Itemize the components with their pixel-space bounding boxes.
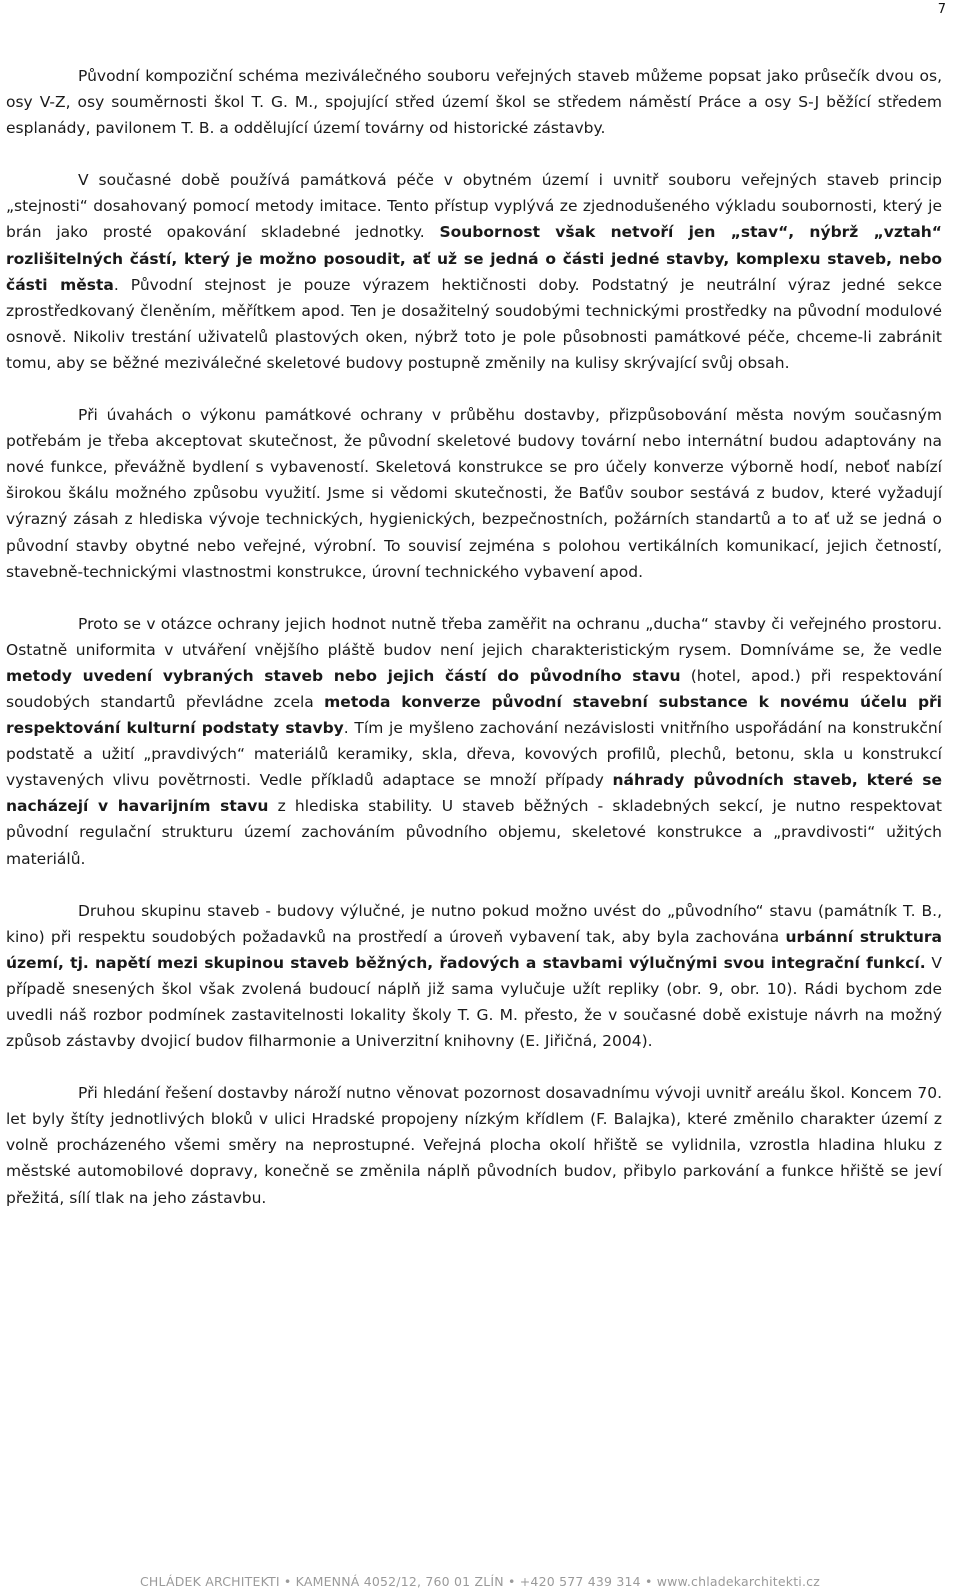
paragraph-3 — [6, 402, 942, 585]
bold-text-run: náhrady původních staveb, které se nacházejí v havarijním stavu — [6, 771, 942, 816]
text-run: V současné době používá památková péče v obytném území i uvnitř souboru veřejných staveb princip „stejnosti“ dosahovaný pomocí metody imitace. Tento přístup vyplývá ze zjednodušeného výkladu soubornosti, který je brán jako prosté opakování skladebné jednotky. — [6, 171, 942, 242]
paragraph-4 — [6, 611, 942, 872]
text-run: Při hledání řešení dostavby nároží nutno věnovat pozornost dosavadnímu vývoji uvnitř areálu škol. Koncem 70. let byly štíty jednotlivých bloků v ulici Hradské propojeny nízkým křídlem (F. Balajka), které změnilo charakter území z volně procházeného všemi směry na neprostupné. Veřejná plocha okolí hřiště se vylidnila, vzrostla hladina hluku z městské automobilové dopravy, konečně se změnila náplň původních budov, přibylo parkování a funkce hřiště se jeví přežitá, sílí tlak na jeho zástavbu. — [6, 1084, 942, 1207]
page-footer: CHLÁDEK ARCHITEKTI • KAMENNÁ 4052/12, 760 01 ZLÍN • +420 577 439 314 • www.chladekarchitekti.cz — [140, 1574, 820, 1589]
paragraph-1 — [6, 63, 942, 141]
text-run: V případě snesených škol však zvolená budoucí náplň již sama vylučuje užít repliky (obr. 9, obr. 10). Rádi bychom zde uvedli náš rozbor podmínek zastavitelnosti lokality školy T. G. M. přesto, že v současné době existuje návrh na možný způsob zástavby dvojicí budov filharmonie a Univerzitní knihovny (E. Jiřičná, 2004). — [6, 953, 942, 1051]
text-run: Proto se v otázce ochrany jejich hodnot nutně třeba zaměřit na ochranu „ducha“ stavby či veřejného prostoru. Ostatně uniformita v utváření vnějšího pláště budov není jejich charakteristickým rysem. Domníváme se, že vedle — [6, 614, 942, 659]
text-run: . Původní stejnost je pouze výrazem hektičnosti doby. Podstatný je neutrální výraz jedné sekce zprostředkovaný členěním, měřítkem apod. Ten je dosažitelný soudobými technickými prostředky na původní modulové osnově. Nikoliv trestání uživatelů plastových oken, nýbrž toto je pole působnosti památkové péče, chceme-li zabránit tomu, aby se běžné meziválečné skeletové budovy postupně změnily na kulisy skrývající svůj obsah. — [6, 275, 942, 372]
bold-text-run: Soubornost však netvoří jen „stav“, nýbrž „vztah“ rozlišitelných částí, který je možno posoudit, ať už se jedná o části jedné stavby, komplexu staveb, nebo části města — [6, 223, 942, 294]
bold-text-run: metody uvedení vybraných staveb nebo jejich částí do původního stavu — [6, 666, 681, 685]
text-run: z hlediska stability. U staveb běžných - skladebných sekcí, je nutno respektovat původní regulační strukturu území zachováním původního objemu, skeletové konstrukce a „pravdivosti“ užitých materiálů. — [6, 797, 942, 868]
text-run: Druhou skupinu staveb - budovy výlučné, je nutno pokud možno uvést do „původního“ stavu (památník T. B., kino) při respektu soudobých požadavků na prostředí a úroveň vybavení tak, aby byla zachována — [6, 901, 942, 946]
text-run: (hotel, apod.) při respektování soudobých standartů převládne zcela — [6, 666, 942, 711]
body-text — [6, 63, 942, 1211]
bold-text-run: urbánní struktura území, tj. napětí mezi skupinou staveb běžných, řadových a stavbami výlučnými svou integrační funkcí. — [6, 927, 942, 972]
text-run: . Tím je myšleno zachování nezávislosti vnitřního uspořádání na konstrukční podstatě a užití „pravdivých“ materiálů keramiky, skla, dřeva, kovových profilů, plechů, betonu, skla u konstrukcí vystavených vlivu povětrnosti. Vedle příkladů adaptace se množí případy — [6, 719, 942, 790]
paragraph-2 — [6, 167, 942, 376]
text-run: Při úvahách o výkonu památkové ochrany v průběhu dostavby, přizpůsobování města novým současným potřebám je třeba akceptovat skutečnost, že původní skeletové budovy tovární nebo internátní budou adaptovány na nové funkce, převážně bydlení s vybaveností. Skeletová konstrukce se pro účely konverze výborně hodí, neboť nabízí širokou škálu možného způsobu využití. Jsme si vědomi skutečnosti, že Baťův soubor sestává z budov, které vyžadují výrazný zásah z hlediska vývoje technických, hygienických, bezpečnostních, požárních standartů a to ať už se jedná o původní stavby obytné nebo veřejné, výrobní. To souvisí zejména s polohou vertikálních komunikací, jejich četností, stavebně-technickými vlastnostmi konstrukce, úrovní technického vybavení apod. — [6, 406, 942, 581]
bold-text-run: metoda konverze původní stavební substance k novému účelu při respektování kulturní podstaty stavby — [6, 692, 942, 738]
page-number: 7 — [937, 2, 946, 17]
paragraph-6 — [6, 1080, 942, 1210]
paragraph-5 — [6, 898, 942, 1055]
text-run: Původní kompoziční schéma meziválečného souboru veřejných staveb můžeme popsat jako průsečík dvou os, osy V-Z, osy souměrnosti škol T. G. M., spojující střed území škol se středem náměstí Práce a osy S-J běžící středem esplanády, pavilonem T. B. a oddělující území továrny od historické zástavby. — [6, 67, 942, 138]
